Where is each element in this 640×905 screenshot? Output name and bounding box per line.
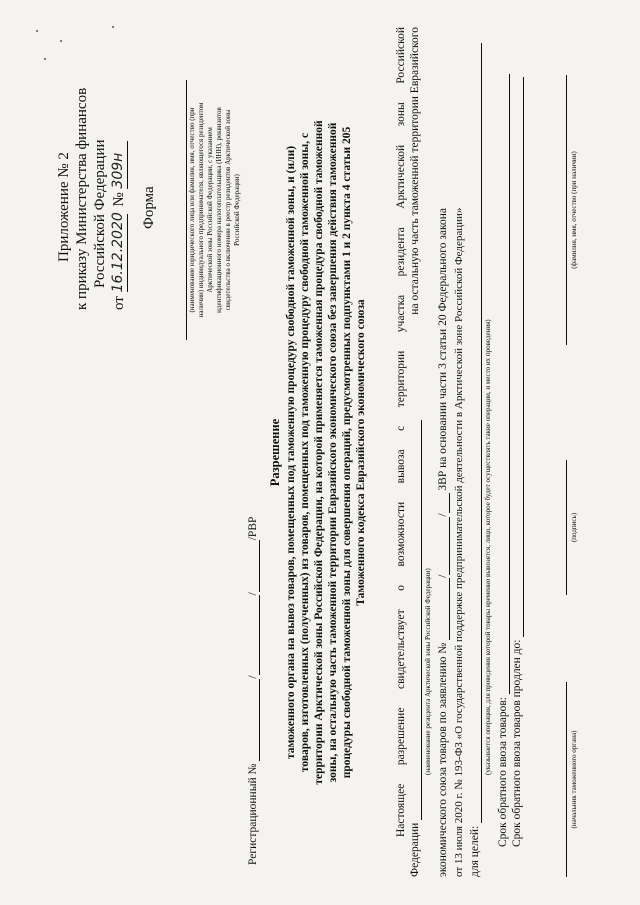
applicant-caption-line: Арктической зоны Российской Федерации, с указанием (206, 127, 214, 293)
return-term-label: Срок обратного ввоза товаров: (497, 697, 509, 847)
title-line: территории Арктической зоны Российской Федерации, на которой применяется таможенная процедура свободной таможенной (313, 120, 325, 785)
federation-word: Федерации (409, 822, 421, 877)
resident-caption: (наименование резидента Арктической зоны Российской Федерации) (424, 568, 432, 775)
applicant-caption (188, 80, 242, 340)
purpose-field[interactable] (481, 43, 482, 823)
purpose-label: для целей: (469, 825, 481, 877)
name-caption: (фамилия, имя, отчество (при наличии) (570, 151, 578, 269)
chief-caption: (начальник таможенного органа) (570, 730, 578, 829)
title-line: таможенного органа на вывоз товаров, помещенных под таможенную процедуру свободной таможенной зоны, и (или) (285, 145, 297, 760)
registration-separator: / (247, 675, 259, 679)
applicant-caption-line: свидетельства о включении в реестр резидентов Арктической зоны (224, 109, 232, 311)
legal-basis-text: ЗВР на основании части 3 статьи 20 Федерального закона (437, 208, 449, 491)
purpose-caption: (указывается операция, для проведения которой товары временно вывозятся, лицо, которое будет осуществлять такие операции, и место их проведения) (484, 319, 492, 775)
return-extended-label: Срок обратного ввоза товаров продлен до: (511, 639, 523, 847)
registration-suffix: /РВР (247, 516, 259, 541)
applicant-caption-line: Российской Федерации) (233, 174, 241, 246)
applicant-caption-line: наличии) индивидуального предпринимателя, являющегося резидентом (197, 102, 205, 318)
form-label: Форма (141, 186, 157, 229)
application-field-2[interactable] (449, 517, 450, 575)
from-label: от (111, 296, 127, 310)
title-line: Таможенного кодекса Евразийского экономического союза (355, 299, 367, 606)
appendix-number: Приложение № 2 (56, 152, 72, 262)
order-date: 16.12.2020 (110, 212, 126, 293)
registration-number (246, 517, 260, 865)
signature-caption: (подпись) (570, 512, 578, 543)
body-line-1: Настоящее разрешение свидетельствует о возможности вывоза с территории участка резидента Арктической зоны Российской (395, 27, 407, 837)
title-line: процедуры свободной таможенной зоны для совершения операций, предусмотренных подпунктами 1 и 2 пункта 4 статьи 205 (341, 126, 353, 779)
application-text: экономического союза товаров по заявлению № (437, 642, 449, 877)
signature-line (566, 460, 567, 595)
resident-name-field[interactable] (421, 420, 422, 820)
body-line-4: от 13 июля 2020 г. № 193-ФЗ «О государственной поддержке предпринимательской деятельности в Арктической зоне Российской Федерации» (453, 207, 465, 877)
body-line-2 (408, 27, 422, 877)
applicant-caption-line: идентификационного номера налогоплательщика (ИНН), реквизитов (215, 107, 223, 313)
applicant-line (186, 80, 187, 340)
application-field-1[interactable] (449, 578, 450, 640)
permit-title (268, 30, 368, 875)
permit-title-word: Разрешение (268, 418, 282, 487)
order-line: к приказу Министерства финансов (74, 87, 90, 310)
body-line-5 (468, 27, 482, 877)
order-number-field (109, 141, 128, 189)
number-label: № (111, 192, 127, 207)
ministry-line: Российской Федерации (92, 139, 108, 288)
applicant-caption-line: (наименование юридического лица или фамилия, имя, отчество (при (188, 107, 196, 313)
title-line: товаров, изготовленных (полученных) из товаров, помещенных под таможенную процедуру свободной таможенной зоны, с (299, 132, 311, 773)
application-field-3[interactable] (449, 493, 450, 513)
application-separator: / (437, 574, 449, 578)
body-line-3 (436, 27, 450, 877)
chief-line (566, 682, 567, 877)
order-number: 309н (110, 152, 126, 189)
date-number-line (109, 110, 128, 310)
territory-text: на остальную часть таможенной территории Евразийского (409, 27, 421, 315)
title-line: зоны, на остальную часть таможенной территории Евразийского экономического союза без завершения действия таможенной (327, 122, 339, 783)
name-line (566, 75, 567, 345)
order-date-field (109, 214, 128, 292)
return-extended-line (510, 27, 524, 847)
registration-label: Регистрационный № (247, 763, 259, 865)
appendix-header (55, 87, 128, 310)
registration-field-2[interactable] (259, 595, 260, 675)
registration-separator: / (247, 592, 259, 596)
return-extended-field[interactable] (523, 77, 524, 637)
registration-field-1[interactable] (259, 679, 260, 761)
return-term-line (496, 27, 510, 847)
application-separator: / (437, 513, 449, 517)
registration-field-3[interactable] (259, 540, 260, 592)
